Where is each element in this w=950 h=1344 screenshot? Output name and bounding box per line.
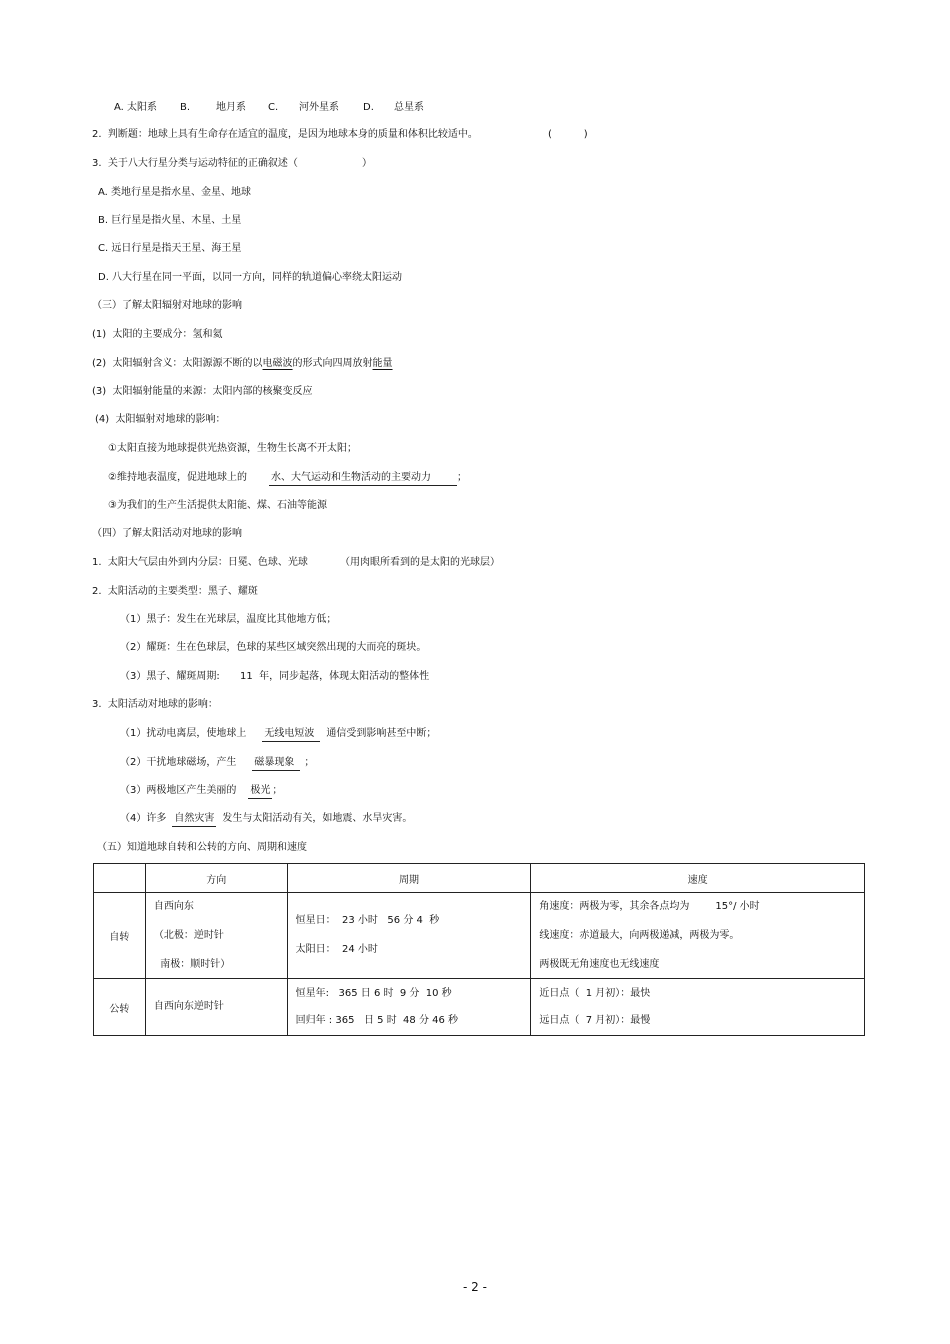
rotation-speed-angular — [531, 900, 864, 914]
revolution-label: 公转 — [94, 979, 146, 1036]
rotation-period — [287, 893, 531, 979]
q3-option-a: A. 类地行星是指水星、金星、地球 — [98, 187, 252, 198]
q3-option-c: C. 远日行星是指天王星、海王星 — [98, 243, 242, 254]
table-header-direction: 方向 — [145, 864, 287, 893]
table-header-period: 周期 — [287, 864, 531, 893]
earth-motion-table — [93, 863, 865, 1036]
sec3-item-3: ③为我们的生产生活提供太阳能、煤、石油等能源 — [108, 500, 327, 511]
q3-option-d: D. 八大行星在同一平面，以同一方向，同样的轨道偏心率绕太阳运动 — [98, 272, 403, 283]
revolution-direction-text: 自西向东逆时针 — [153, 1001, 224, 1012]
sec4-p1: 1. 太阳大气层由外到内分层：日冕、色球、光球 — [92, 557, 308, 568]
sec3-item-2-end: ； — [456, 472, 467, 483]
sec3-p2-underline-1: 电磁波 — [262, 358, 293, 369]
sec4-p1-note: （用肉眼所看到的是太阳的光球层） — [340, 557, 500, 568]
q3-option-b: B. 巨行星是指火星、木星、土星 — [98, 215, 242, 226]
page-number: - 2 - — [463, 1280, 487, 1294]
sec3-heading: （三）了解太阳辐射对地球的影响 — [92, 300, 242, 311]
sec4-p3-3-blank: 极光 — [248, 784, 272, 799]
revolution-direction — [145, 979, 287, 1036]
sec3-p4: (4) 太阳辐射对地球的影响： — [95, 414, 226, 425]
table-header-speed: 速度 — [531, 864, 865, 893]
sec4-p3-3-pre: （3）两极地区产生美丽的 — [120, 785, 237, 796]
sec4-heading: （四）了解太阳活动对地球的影响 — [92, 528, 242, 539]
revolution-period-tropical: 回归年 : 365 日 5 时 48 分 46 秒 — [295, 1014, 459, 1026]
sec3-p3: (3) 太阳辐射能量的来源：太阳内部的核聚变反应 — [92, 386, 313, 397]
sec3-item-1: ①太阳直接为地球提供光热资源，生物生长离不开太阳； — [108, 443, 357, 454]
q1-option-c: 河外星系 — [299, 102, 339, 113]
table-row-rotation — [94, 893, 865, 979]
sec3-p2-pre: (2) 太阳辐射含义：太阳源源不断的以 — [92, 358, 263, 369]
sec4-p2-2: （2）耀斑：生在色球层，色球的某些区域突然出现的大而亮的斑块。 — [120, 642, 427, 653]
sec4-p2-1: （1）黑子：发生在光球层，温度比其他地方低； — [120, 614, 337, 625]
q2-bracket: ( ) — [548, 129, 588, 140]
sec4-p2-3-post: 11 年，同步起落，体现太阳活动的整体性 — [240, 671, 430, 682]
revolution-speed-aphelion: 远日点（ 7 月初）：最慢 — [539, 1014, 651, 1026]
sec3-p1: (1) 太阳的主要成分：氢和氦 — [92, 329, 223, 340]
sec4-p3-3-post: ； — [272, 785, 283, 796]
revolution-speed — [531, 979, 865, 1036]
rotation-speed-poles: 两极既无角速度也无线速度 — [539, 958, 660, 970]
q2-text: 2. 判断题：地球上具有生命存在适宜的温度，是因为地球本身的质量和体积比较适中。 — [92, 129, 478, 140]
sec4-p3-1-post: 通信受到影响甚至中断； — [326, 728, 437, 739]
rotation-direction — [145, 893, 287, 979]
sec4-p2-3-pre: （3）黑子、耀斑周期: — [120, 671, 220, 682]
sec3-item-2-blank: 水、大气运动和生物活动的主要动力 — [269, 471, 457, 486]
q3-close: ） — [362, 158, 372, 169]
rotation-direction-line-1: 自西向东 — [153, 900, 194, 912]
sec4-p3-1 — [120, 727, 436, 742]
rotation-period-sidereal: 恒星日： 23 小时 56 分 4 秒 — [295, 915, 440, 926]
rotation-period-solar: 太阳日： 24 小时 — [295, 944, 378, 955]
revolution-speed-perihelion: 近日点（ 1 月初）：最快 — [539, 987, 651, 999]
sec4-p3-4 — [120, 812, 412, 827]
sec4-p3: 3. 太阳活动对地球的影响： — [92, 699, 218, 710]
sec4-p3-4-blank: 自然灾害 — [172, 812, 216, 827]
revolution-period-sidereal: 恒星年: 365 日 6 时 9 分 10 秒 — [295, 987, 452, 999]
rotation-speed — [531, 893, 865, 979]
q1-option-d-letter: D. — [363, 102, 374, 113]
table-header-empty — [94, 864, 146, 893]
revolution-period — [287, 979, 531, 1036]
rotation-speed-angular-pre: 角速度：两极为零，其余各点均为 — [539, 900, 690, 912]
sec3-p2 — [92, 357, 393, 371]
sec4-p3-4-post: 发生与太阳活动有关，如地震、水旱灾害。 — [222, 813, 413, 824]
rotation-label: 自转 — [94, 893, 146, 979]
rotation-speed-angular-value: 15°/ 小时 — [715, 900, 760, 912]
sec4-p3-4-pre: （4）许多 — [120, 813, 167, 824]
q1-option-d: 总星系 — [394, 102, 424, 113]
sec5-heading: （五）知道地球自转和公转的方向、周期和速度 — [97, 842, 307, 853]
rotation-direction-line-2: （北极：逆时针 — [153, 929, 224, 941]
sec4-p3-1-blank: 无线电短波 — [262, 727, 320, 742]
sec3-p2-underline-2: 能量 — [372, 358, 393, 369]
sec4-p3-2-blank: 磁暴现象 — [252, 756, 300, 771]
q1-option-c-letter: C. — [268, 102, 279, 113]
q1-option-a: A. 太阳系 — [114, 102, 158, 113]
q3-text: 3. 关于八大行星分类与运动特征的正确叙述（ — [92, 158, 298, 169]
sec4-p3-2-pre: （2）干扰地球磁场，产生 — [120, 757, 237, 768]
rotation-direction-line-3: 南极：顺时针） — [153, 958, 231, 970]
table-header-row — [94, 864, 865, 893]
rotation-speed-linear: 线速度：赤道最大，向两极递减，两极为零。 — [539, 929, 740, 941]
sec4-p2: 2. 太阳活动的主要类型：黑子、耀斑 — [92, 586, 258, 597]
sec4-p3-2-post: ； — [304, 757, 315, 768]
sec3-p2-mid: 的形式向四周放射 — [292, 358, 373, 369]
q1-option-b: 地月系 — [216, 102, 246, 113]
sec4-p3-1-pre: （1）扰动电离层，使地球上 — [120, 728, 247, 739]
sec3-item-2 — [108, 471, 467, 486]
sec3-item-2-pre: ②维持地表温度，促进地球上的 — [108, 472, 247, 483]
q1-option-b-letter: B. — [180, 102, 191, 113]
table-row-revolution — [94, 979, 865, 1036]
sec4-p3-2 — [120, 756, 314, 771]
sec4-p3-3 — [120, 784, 282, 799]
